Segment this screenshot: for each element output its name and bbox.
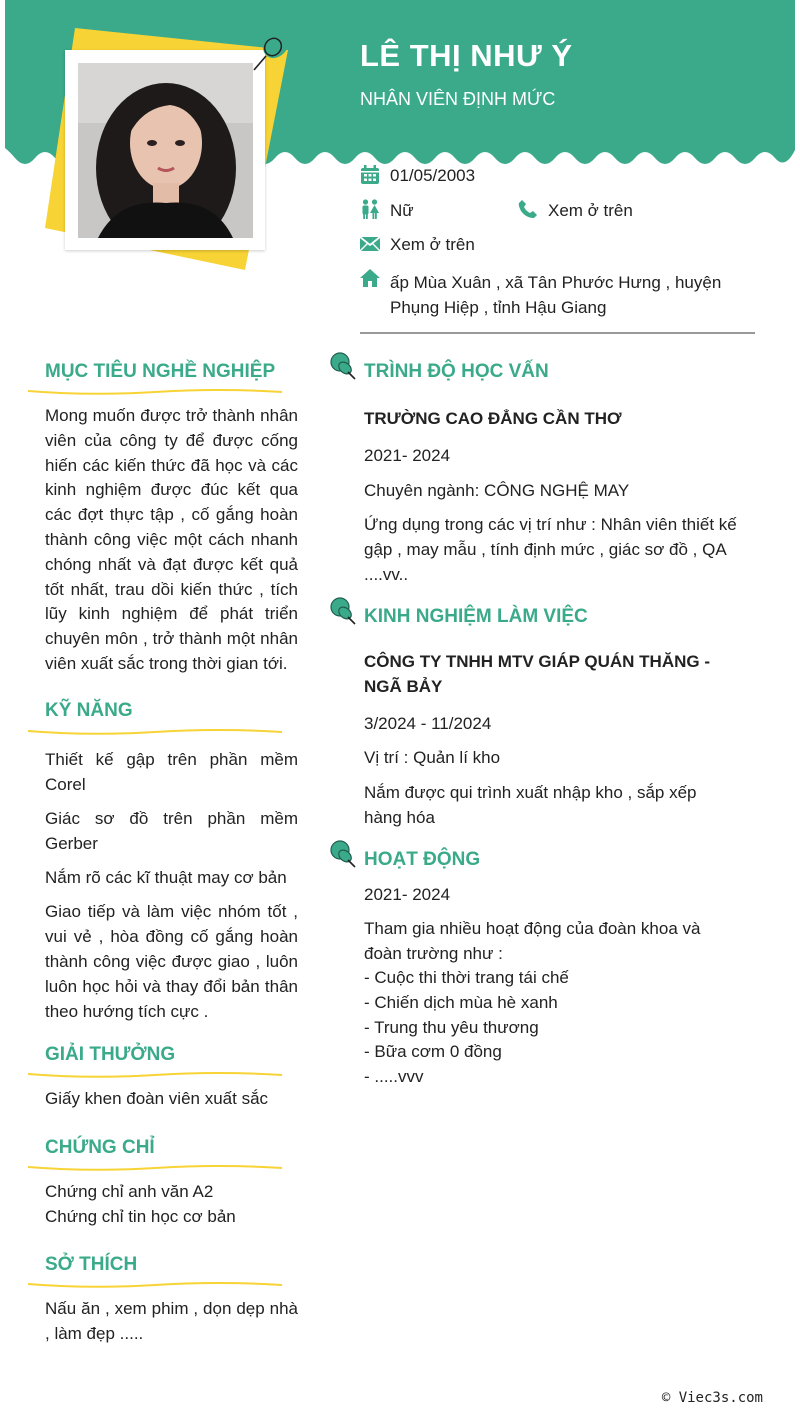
experience-position: Vị trí : Quản lí kho <box>364 748 501 767</box>
calendar-icon <box>360 165 380 185</box>
pushpin-icon <box>329 351 357 381</box>
pushpin-icon <box>248 24 292 72</box>
email-icon <box>360 234 380 254</box>
profile-photo <box>78 63 253 238</box>
phone-icon <box>518 199 538 219</box>
experience-description: Nắm được qui trình xuất nhập kho , sắp xếp hàng hóa <box>364 783 697 827</box>
skill-item: Giác sơ đồ trên phần mềm Gerber <box>45 809 298 853</box>
skills-title: KỸ NĂNG <box>45 700 133 721</box>
section-underline <box>28 1070 282 1080</box>
section-underline <box>28 1280 282 1290</box>
section-underline <box>28 387 282 397</box>
section-underline <box>28 727 282 737</box>
certificate-item: Chứng chỉ tin học cơ bản <box>45 1206 236 1226</box>
award-item: Giấy khen đoàn viên xuất sắc <box>45 1089 269 1108</box>
address: ấp Mùa Xuân , xã Tân Phước Hưng , huyện Phụng Hiệp , tỉnh Hậu Giang <box>390 273 722 317</box>
gender-icon <box>360 199 380 219</box>
phone: Xem ở trên <box>548 201 633 220</box>
header-divider <box>360 332 755 334</box>
activities-intro: Tham gia nhiều hoạt động của đoàn khoa và đoàn trường như : <box>364 919 701 963</box>
activity-item: - .....vvv <box>364 1067 424 1087</box>
footer-copyright: © Viec3s.com <box>661 1390 763 1406</box>
job-title: NHÂN VIÊN ĐỊNH MỨC <box>360 89 556 109</box>
activity-item: - Chiến dịch mùa hè xanh <box>364 992 558 1012</box>
activity-item: - Bữa cơm 0 đồng <box>364 1042 502 1062</box>
activity-item: - Cuộc thi thời trang tái chế <box>364 968 569 987</box>
skill-item: Giao tiếp và làm việc nhóm tốt , vui vẻ , hòa đồng cố gắng hoàn thành công việc được giao , luôn luôn học hỏi và thay đổi bản thân theo hướng tích cực . <box>45 902 298 1021</box>
experience-title: KINH NGHIỆM LÀM VIỆC <box>364 606 588 627</box>
certificates-list <box>45 1180 298 1230</box>
awards-list <box>45 1087 298 1112</box>
skills-list <box>45 748 298 1024</box>
activity-item: - Trung thu yêu thương <box>364 1017 539 1037</box>
birthday: 01/05/2003 <box>390 166 476 185</box>
activities-title: HOẠT ĐỘNG <box>364 849 481 870</box>
hobbies-title: SỞ THÍCH <box>45 1254 138 1275</box>
awards-title: GIẢI THƯỞNG <box>45 1044 176 1065</box>
hobbies-text: Nấu ăn , xem phim , dọn dẹp nhà , làm đẹp ..... <box>45 1299 298 1343</box>
certificate-item: Chứng chỉ anh văn A2 <box>45 1182 214 1201</box>
activities-list <box>364 966 739 1090</box>
pushpin-icon <box>329 596 357 626</box>
education-school: TRƯỜNG CAO ĐẲNG CẦN THƠ <box>364 409 622 428</box>
gender: Nữ <box>390 201 414 220</box>
certificates-title: CHỨNG CHỈ <box>45 1137 155 1158</box>
section-underline <box>28 1163 282 1173</box>
education-major: Chuyên ngành: CÔNG NGHỆ MAY <box>364 481 630 500</box>
activities-period: 2021- 2024 <box>364 885 451 904</box>
pushpin-icon <box>329 839 357 869</box>
experience-company: CÔNG TY TNHH MTV GIÁP QUÁN THĂNG - NGÃ BẢY <box>364 652 710 696</box>
objective-title: MỤC TIÊU NGHỀ NGHIỆP <box>45 361 276 382</box>
objective-section <box>45 404 298 677</box>
email: Xem ở trên <box>390 235 475 254</box>
candidate-name: LÊ THỊ NHƯ Ý <box>360 38 573 73</box>
experience-period: 3/2024 - 11/2024 <box>364 714 492 733</box>
education-period: 2021- 2024 <box>364 446 451 465</box>
skill-item: Nắm rõ các kĩ thuật may cơ bản <box>45 868 287 888</box>
skill-item: Thiết kế gập trên phần mềm Corel <box>45 750 298 794</box>
home-icon <box>360 268 380 288</box>
education-description: Ứng dụng trong các vị trí như : Nhân viên thiết kế gập , may mẫu , tính định mức , giác sơ đồ , QA ....vv.. <box>364 515 737 584</box>
objective-text: Mong muốn được trở thành nhân viên của công ty để được cống hiến các kiến thức đã học và các kinh nghiệm được đúc kết qua các đợt thực tập , cố gắng hoàn thành công việc một cách nhanh chóng nhất và đạt được kết quả tốt nhất, trau dồi kiến thức , tích lũy kinh nghiệm để phát triển chuyên môn , trở thành một nhân viên xuất sắc trong thời gian tới. <box>45 406 298 673</box>
hobbies-section <box>45 1297 298 1347</box>
education-title: TRÌNH ĐỘ HỌC VẤN <box>364 361 549 382</box>
